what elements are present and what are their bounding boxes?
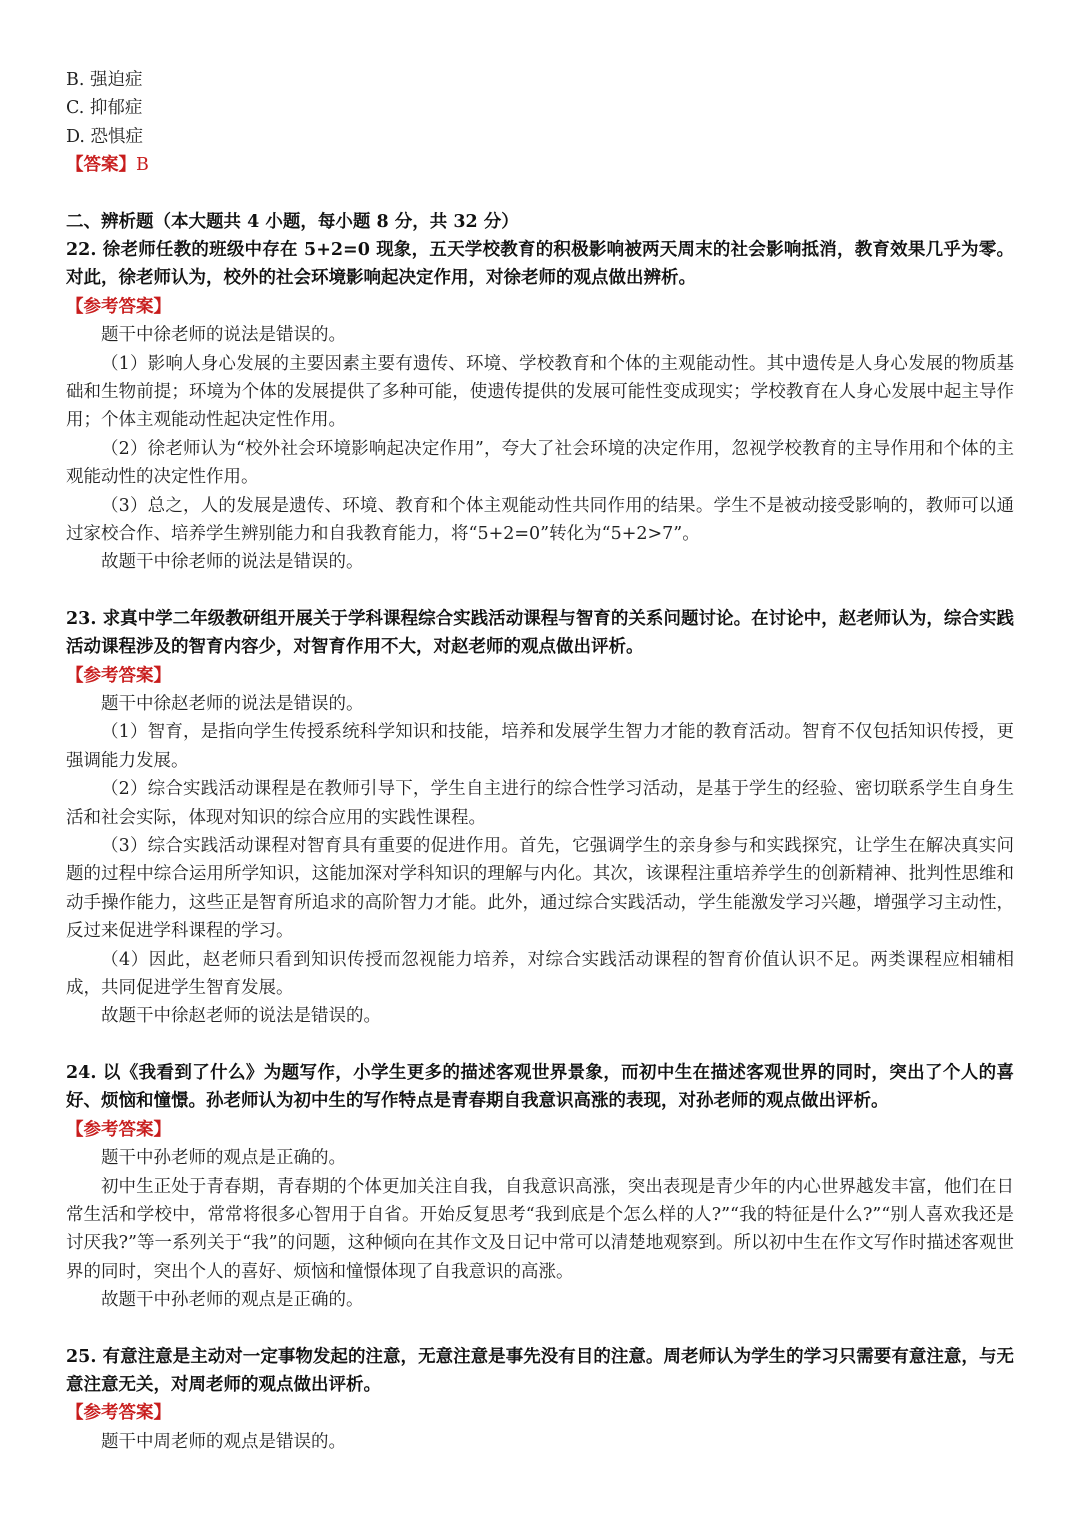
q21-answer (66, 151, 1014, 179)
q23-paragraph: 故题干中徐赵老师的说法是错误的。 (101, 1006, 381, 1027)
q24-paragraph: 故题干中孙老师的观点是正确的。 (101, 1290, 364, 1311)
q22-paragraph: 题干中徐老师的说法是错误的。 (101, 325, 346, 346)
q22-paragraph: 故题干中徐老师的说法是错误的。 (101, 552, 364, 573)
q23-answer-label: 【参考答案】 (66, 665, 171, 686)
q25-paragraph: 题干中周老师的观点是错误的。 (101, 1431, 346, 1452)
q23-paragraph: （1）智育，是指向学生传授系统科学知识和技能，培养和发展学生智力才能的教育活动。智育不仅包括知识传授，更强调能力发展。 (66, 722, 1014, 771)
q22-question: 22. 徐老师任教的班级中存在 5+2=0 现象，五天学校教育的积极影响被两天周末的社会影响抵消，教育效果几乎为零。对此，徐老师认为，校外的社会环境影响起决定作用，对徐老师的观点做出辨析。 (66, 239, 1014, 289)
q25-question: 25. 有意注意是主动对一定事物发起的注意，无意注意是事先没有目的注意。周老师认为学生的学习只需要有意注意，与无意注意无关，对周老师的观点做出评析。 (66, 1346, 1014, 1395)
q23-paragraph: 题干中徐赵老师的说法是错误的。 (101, 694, 364, 715)
q23-question: 23. 求真中学二年级教研组开展关于学科课程综合实践活动课程与智育的关系问题讨论。在讨论中，赵老师认为，综合实践活动课程涉及的智育内容少，对智育作用不大，对赵老师的观点做出评析。 (66, 608, 1014, 658)
exam-page (66, 66, 1014, 1456)
answer-value: B (136, 155, 149, 176)
q24-answer-label: 【参考答案】 (66, 1119, 171, 1140)
q22-paragraph: （2）徐老师认为“校外社会环境影响起决定作用”，夸大了社会环境的决定作用，忽视学校教育的主导作用和个体的主观能动性的决定性作用。 (66, 438, 1014, 488)
answer-label: 【答案】 (66, 155, 136, 176)
option-b: B. 强迫症 (66, 70, 143, 90)
section-heading: 二、辨析题（本大题共 4 小题，每小题 8 分，共 32 分） (66, 211, 519, 232)
q22-paragraph: （1）影响人身心发展的主要因素主要有遗传、环境、学校教育和个体的主观能动性。其中遗传是人身心发展的物质基础和生物前提；环境为个体的发展提供了多种可能，使遗传提供的发展可能性变成现实；学校教育在人身心发展中起主导作用；个体主观能动性起决定性作用。 (66, 353, 1014, 431)
q22-paragraph: （3）总之，人的发展是遗传、环境、教育和个体主观能动性共同作用的结果。学生不是被动接受影响的，教师可以通过家校合作、培养学生辨别能力和自我教育能力，将“5+2=0”转化为“5+2>7”。 (66, 495, 1014, 544)
q23-paragraph: （4）因此，赵老师只看到知识传授而忽视能力培养，对综合实践活动课程的智育价值认识不足。两类课程应相辅相成，共同促进学生智育发展。 (66, 949, 1014, 999)
option-c: C. 抑郁症 (66, 98, 143, 119)
q24-question: 24. 以《我看到了什么》为题写作，小学生更多的描述客观世界景象，而初中生在描述客观世界的同时，突出了个人的喜好、烦恼和憧憬。孙老师认为初中生的写作特点是青春期自我意识高涨的表现，对孙老师的观点做出评析。 (66, 1062, 1014, 1112)
q24-paragraph: 初中生正处于青春期，青春期的个体更加关注自我，自我意识高涨，突出表现是青少年的内心世界越发丰富，他们在日常生活和学校中，常常将很多心智用于自省。开始反复思考“我到底是个怎么样的人?”“我的特征是什么?”“别人喜欢我还是讨厌我?”等一系列关于“我”的问题，这种倾向在其作文及日记中常可以清楚地观察到。所以初中生在作文写作时描述客观世界的同时，突出个人的喜好、烦恼和憧憬体现了自我意识的高涨。 (66, 1176, 1014, 1282)
q24-paragraph: 题干中孙老师的观点是正确的。 (101, 1148, 346, 1169)
q23-paragraph: （2）综合实践活动课程是在教师引导下，学生自主进行的综合性学习活动，是基于学生的经验、密切联系学生自身生活和社会实际，体现对知识的综合应用的实践性课程。 (66, 779, 1014, 828)
q22-answer-label: 【参考答案】 (66, 296, 171, 317)
q23-paragraph: （3）综合实践活动课程对智育具有重要的促进作用。首先，它强调学生的亲身参与和实践探究，让学生在解决真实问题的过程中综合运用所学知识，这能加深对学科知识的理解与内化。其次，该课程注重培养学生的创新精神、批判性思维和动手操作能力，这些正是智育所追求的高阶智力才能。此外，通过综合实践活动，学生能激发学习兴趣，增强学习主动性，反过来促进学科课程的学习。 (66, 836, 1014, 942)
q25-answer-label: 【参考答案】 (66, 1403, 171, 1424)
option-d: D. 恐惧症 (66, 126, 144, 147)
